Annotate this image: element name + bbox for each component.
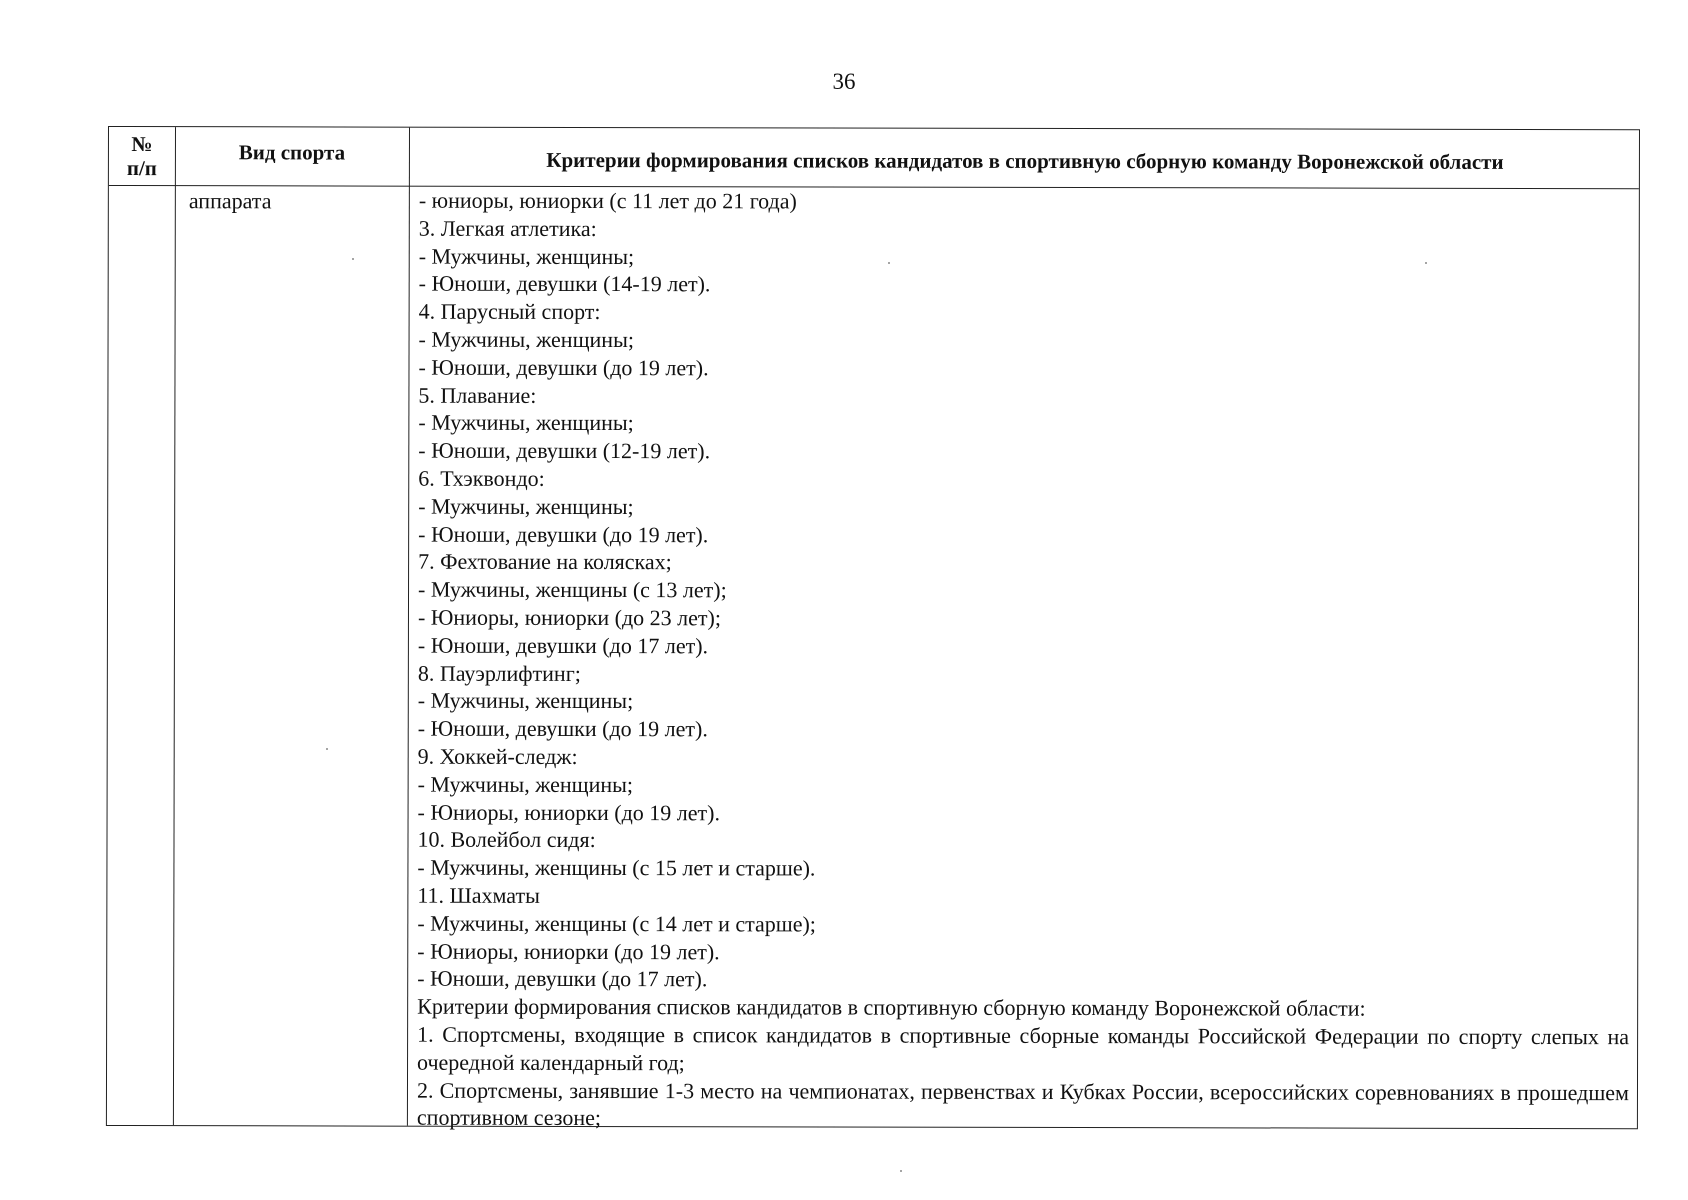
page-number: 36 [832,69,856,94]
criteria-line: 11. Шахматы [417,882,540,908]
criteria-line: - Мужчины, женщины (с 15 лет и старше). [417,854,816,881]
criteria-line: - Мужчины, женщины (с 13 лет); [418,576,727,603]
criteria-line: - Юниоры, юниорки (до 19 лет). [417,938,720,964]
criteria-line: 8. Пауэрлифтинг; [417,660,581,686]
criteria-table [106,126,1640,1129]
scan-speck [1425,262,1427,264]
criteria-line: 3. Легкая атлетика: [418,215,597,241]
criteria-line: 6. Тхэквондо: [418,465,545,491]
criteria-line: 5. Плавание: [418,382,537,408]
criteria-line: - Юноши, девушки (до 19 лет). [418,354,709,381]
criteria-line: - Юниоры, юниорки (до 23 лет); [417,604,722,631]
sport-cell: аппарата [188,188,272,214]
criteria-line: - Юноши, девушки (до 19 лет). [417,715,708,742]
criteria-line: - Мужчины, женщины; [418,243,635,269]
criteria-line: 7. Фехтование на колясках; [418,549,672,575]
criteria-paragraph: 1. Спортсмены, входящие в список кандидатов в спортивные сборные команды Российской Федерации по спорту слепых на очередной календарный год; [417,1021,1630,1075]
criteria-line: - Юноши, девушки (14-19 лет). [418,271,711,297]
criteria-line: - Мужчины, женщины; [417,771,634,797]
criteria-line: - Мужчины, женщины; [418,493,634,519]
scan-speck [888,262,890,264]
scan-speck [326,748,328,750]
criteria-line: - Юниоры, юниорки (до 19 лет). [417,799,721,825]
scan-speck [352,258,354,260]
criteria-line: - Юноши, девушки (до 17 лет). [417,965,708,992]
scan-speck [900,1170,902,1172]
criteria-line: 9. Хоккей-следж: [417,743,578,769]
criteria-line: - юниоры, юниорки (с 11 лет до 21 года) [418,187,797,214]
criteria-line: - Мужчины, женщины; [418,410,634,436]
criteria-line: - Юноши, девушки (до 17 лет). [417,632,709,659]
header-number: № п/п [126,132,157,181]
criteria-line: - Юноши, девушки (до 19 лет). [418,521,709,547]
criteria-paragraph: 2. Спортсмены, занявшие 1-3 место на чемпионатах, первенствах и Кубках России, всероссийских соревнованиях в прошедшем спортивном сезоне; [416,1077,1630,1131]
criteria-line: 4. Парусный спорт: [418,298,601,325]
criteria-line: - Мужчины, женщины (с 14 лет и старше); [417,910,816,937]
criteria-line: Критерии формирования списков кандидатов в спортивную сборную команду Воронежской области: [417,993,1366,1021]
column-divider [173,127,176,1125]
criteria-cell [417,187,1631,1135]
criteria-line: 10. Волейбол сидя: [417,826,596,853]
column-divider [407,128,410,1126]
criteria-line: - Мужчины, женщины; [417,687,634,714]
criteria-line: - Юноши, девушки (12-19 лет). [418,437,711,464]
header-criteria: Критерии формирования списков кандидатов в спортивную сборную команду Воронежской области [546,147,1504,174]
criteria-line: - Мужчины, женщины; [418,326,635,353]
header-sport: Вид спорта [238,140,346,165]
